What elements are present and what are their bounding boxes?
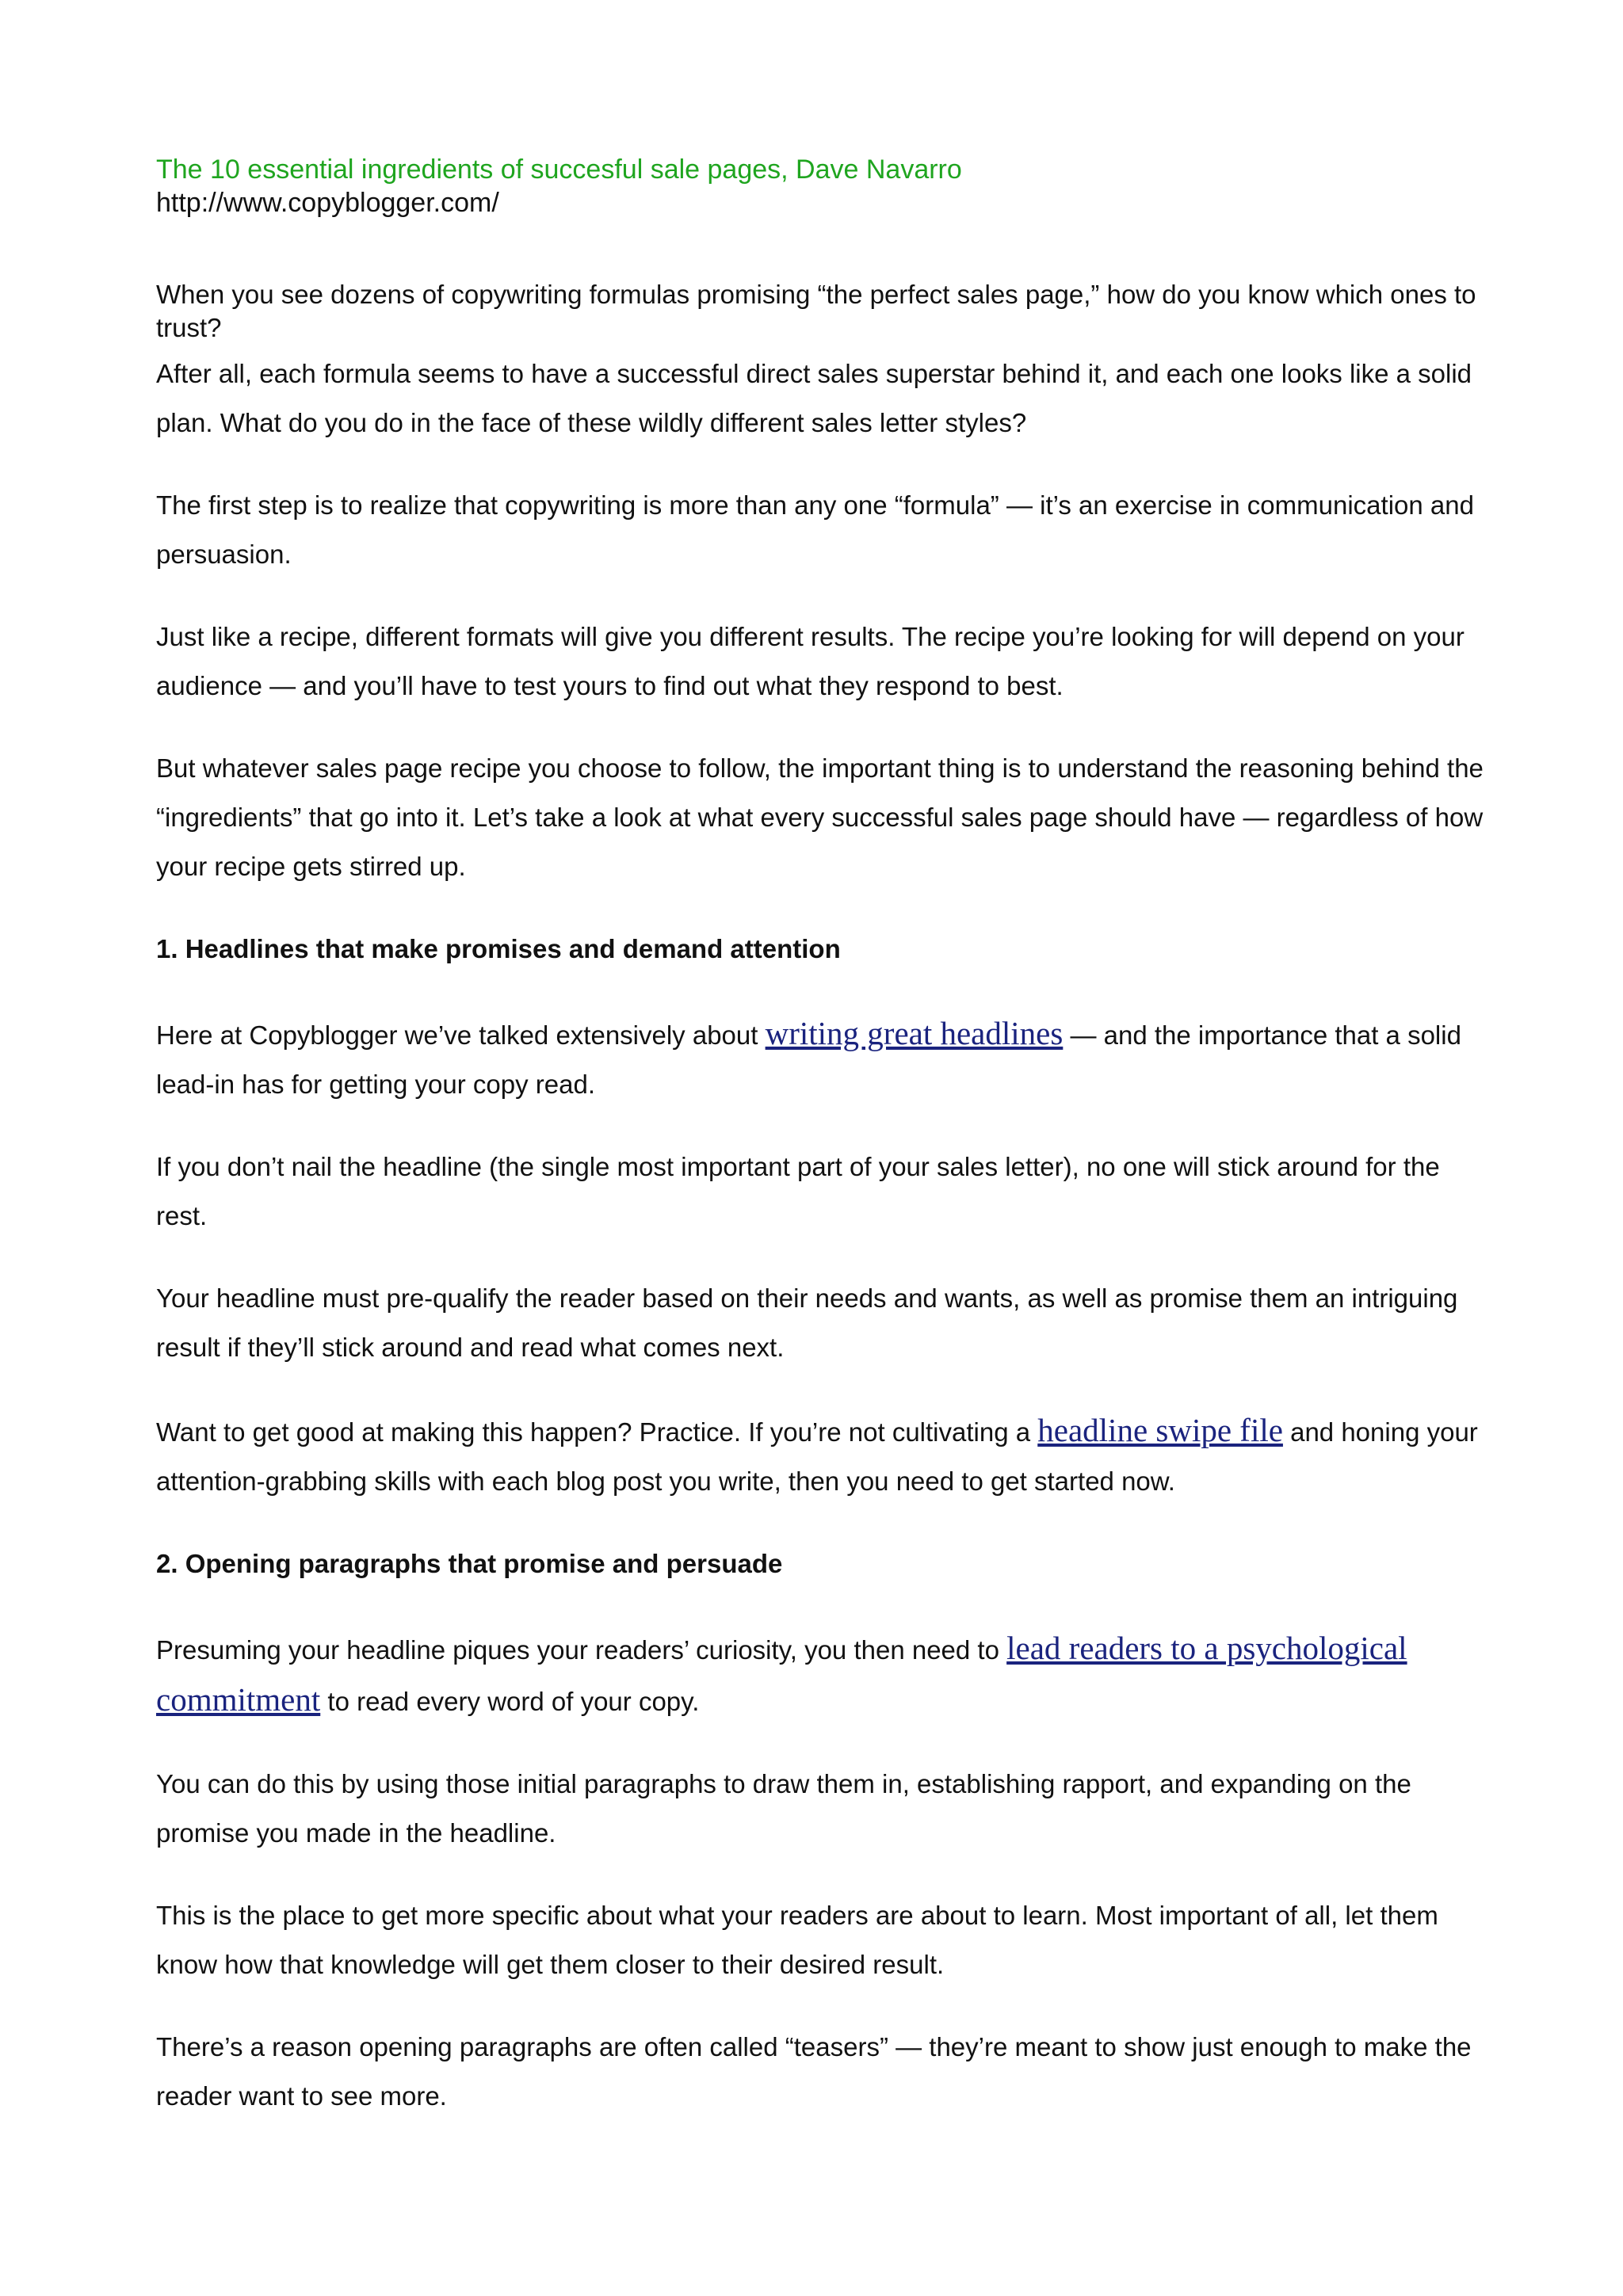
section-1-paragraph-4-text-a: Want to get good at making this happen? Practice. If you’re not cultivating a — [156, 1417, 1038, 1447]
intro-paragraph-5: But whatever sales page recipe you choose to follow, the important thing is to understand the reasoning behind the “ingredients” that go into it. Let’s take a look at what every successful sales page should have — regardless of how your recipe gets stirred up. — [156, 753, 1484, 881]
section-2-heading: 2. Opening paragraphs that promise and persuade — [156, 1549, 783, 1578]
section-2-paragraph-3: This is the place to get more specific about what your readers are about to learn. Most important of all, let them know how that knowledge will get them closer to their desired result. — [156, 1901, 1438, 1979]
section-1-paragraph-4-text-b: and honing your attention-grabbing skills with each blog post you write, then you need to get started now. — [156, 1417, 1478, 1496]
section-2-paragraph-4: There’s a reason opening paragraphs are often called “teasers” — they’re meant to show just enough to make the reader want to see more. — [156, 2032, 1472, 2111]
psychological-commitment-link[interactable]: lead readers to a psychological commitment — [156, 1630, 1407, 1718]
intro-paragraph-2: After all, each formula seems to have a successful direct sales superstar behind it, and each one looks like a solid plan. What do you do in the face of these wildly different sales letter styles? — [156, 359, 1472, 437]
section-2-paragraph-1-text-a: Presuming your headline piques your readers’ curiosity, you then need to — [156, 1635, 1007, 1665]
section-1-heading: 1. Headlines that make promises and demand attention — [156, 934, 841, 963]
section-1-paragraph-2: If you don’t nail the headline (the single most important part of your sales letter), no one will stick around for the rest. — [156, 1152, 1440, 1230]
source-url: http://www.copyblogger.com/ — [156, 188, 499, 218]
article-title: The 10 essential ingredients of succesful sale pages, Dave Navarro — [156, 154, 962, 185]
section-1-paragraph-1-text-b: — and the importance that a solid lead-in has for getting your copy read. — [156, 1020, 1461, 1099]
intro-paragraph-3: The first step is to realize that copywriting is more than any one “formula” — it’s an exercise in communication and persuasion. — [156, 490, 1474, 569]
document-page — [156, 153, 1487, 2121]
writing-great-headlines-link[interactable]: writing great headlines — [765, 1015, 1064, 1051]
section-1-paragraph-1 — [156, 1009, 1487, 1109]
section-1-paragraph-4 — [156, 1405, 1487, 1506]
headline-swipe-file-link[interactable]: headline swipe file — [1037, 1412, 1283, 1448]
intro-paragraph-1: When you see dozens of copywriting formulas promising “the perfect sales page,” how do you know which ones to trust? — [156, 280, 1476, 342]
section-1-paragraph-1-text-a: Here at Copyblogger we’ve talked extensively about — [156, 1020, 766, 1050]
section-2-paragraph-1 — [156, 1623, 1487, 1726]
section-2-paragraph-1-text-b: to read every word of your copy. — [320, 1687, 700, 1716]
section-2-paragraph-2: You can do this by using those initial paragraphs to draw them in, establishing rapport, and expanding on the promise you made in the headline. — [156, 1769, 1411, 1848]
intro-paragraph-4: Just like a recipe, different formats will give you different results. The recipe you’re looking for will depend on your audience — and you’ll have to test yours to find out what they respond to best. — [156, 622, 1465, 700]
section-1-paragraph-3: Your headline must pre-qualify the reader based on their needs and wants, as well as promise them an intriguing result if they’ll stick around and read what comes next. — [156, 1283, 1458, 1362]
